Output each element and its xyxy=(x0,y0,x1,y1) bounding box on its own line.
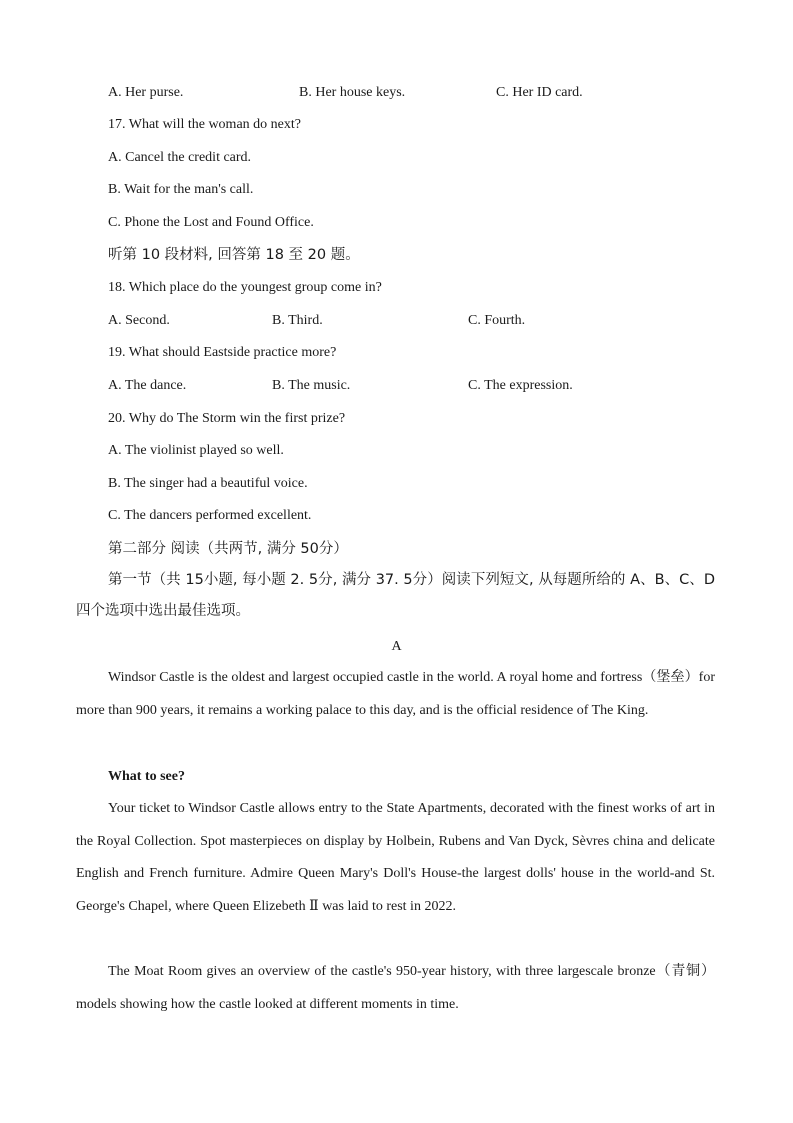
q20-question: 20. Why do The Storm win the first prize? xyxy=(108,411,346,426)
q18-option-c: C. Fourth. xyxy=(468,313,526,328)
section1-instruction: 第一节（共 15小题, 每小题 2. 5分, 满分 37. 5分）阅读下列短文, 从每题所给的 A、B、C、D 四个选项中选出最佳选项。 xyxy=(76,572,715,619)
q18-option-b: B. Third. xyxy=(272,313,323,328)
q19-option-b: B. The music. xyxy=(272,378,351,393)
q17-question: 17. What will the woman do next? xyxy=(108,117,301,132)
q17-option-a: A. Cancel the credit card. xyxy=(108,150,252,165)
q20-option-c: C. The dancers performed excellent. xyxy=(108,508,312,523)
q17-option-c: C. Phone the Lost and Found Office. xyxy=(108,215,314,230)
q20-option-a: A. The violinist played so well. xyxy=(108,443,284,458)
q16-option-a: A. Her purse. xyxy=(108,85,184,100)
q19-options xyxy=(108,377,793,395)
q17-option-b: B. Wait for the man's call. xyxy=(108,182,254,197)
q18-option-a: A. Second. xyxy=(108,313,170,328)
q18-options xyxy=(108,312,793,330)
q16-option-b: B. Her house keys. xyxy=(299,85,406,100)
q18-question: 18. Which place do the youngest group come in? xyxy=(108,280,382,295)
q20-option-b: B. The singer had a beautiful voice. xyxy=(108,476,308,491)
passage-letter: A xyxy=(391,639,402,654)
q19-option-a: A. The dance. xyxy=(108,378,187,393)
q16-option-c: C. Her ID card. xyxy=(496,85,583,100)
q16-options xyxy=(108,84,793,102)
passage-subheading: What to see? xyxy=(108,769,185,784)
passage-paragraph-2: Your ticket to Windsor Castle allows entry to the State Apartments, decorated with the finest works of art in the Royal Collection. Spot masterpieces on display by Holbein, Rubens and Van Dyck, Sèvres china and delicate English and French furniture. Admire Queen Mary's Doll's House-the largest dolls' house in the world-and St. George's Chapel, where Queen Elizebeth Ⅱ was laid to rest in 2022. xyxy=(76,801,715,915)
passage-paragraph-1: Windsor Castle is the oldest and largest occupied castle in the world. A royal home and fortress（堡垒）for more than 900 years, it remains a working palace to this day, and is the official residence of The King. xyxy=(76,670,715,718)
q19-option-c: C. The expression. xyxy=(468,378,573,393)
part2-heading: 第二部分 阅读（共两节, 满分 50分） xyxy=(108,541,348,557)
section-10-instruction: 听第 10 段材料, 回答第 18 至 20 题。 xyxy=(108,247,360,263)
passage-paragraph-3: The Moat Room gives an overview of the castle's 950-year history, with three largescale bronze（青铜）models showing how the castle looked at different moments in time. xyxy=(76,964,715,1012)
q19-question: 19. What should Eastside practice more? xyxy=(108,345,337,360)
